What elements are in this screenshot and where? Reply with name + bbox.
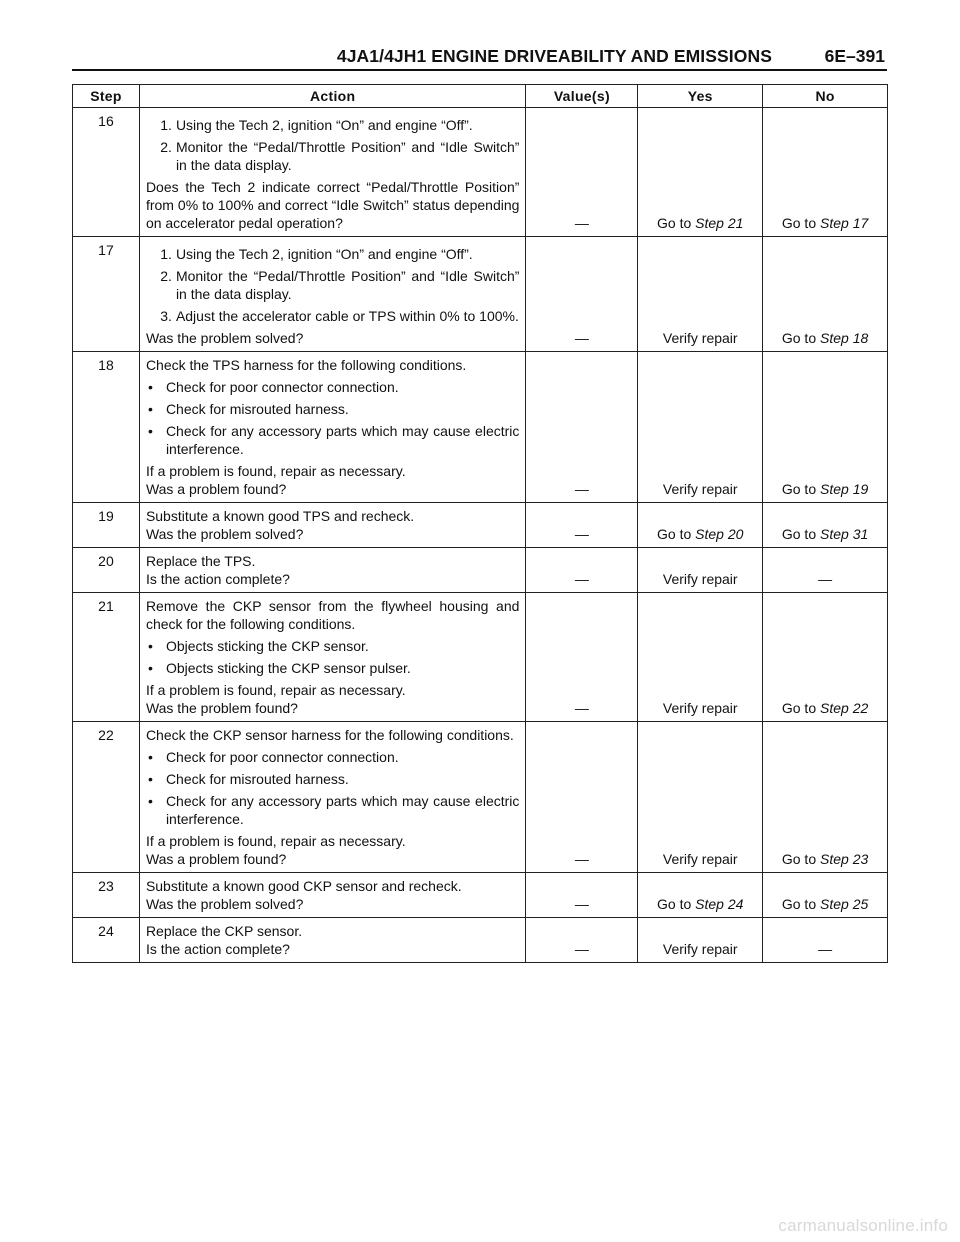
numbered-list: [146, 116, 519, 174]
table-header-row: [73, 85, 888, 108]
value-cell: —: [526, 237, 638, 352]
no-action-text: Go to: [781, 526, 817, 542]
bullet-icon: •: [147, 423, 153, 439]
value-cell: —: [526, 722, 638, 873]
yes-cell: [638, 237, 763, 352]
yes-action-text: Verify repair: [662, 481, 738, 497]
item-number: 1.: [160, 246, 172, 262]
page-title: 4JA1/4JH1 ENGINE DRIVEABILITY AND EMISSIONS: [336, 46, 772, 66]
action-cell: [139, 108, 525, 237]
action-cell: [139, 503, 525, 548]
column-header-no: No: [763, 85, 888, 108]
item-text: Adjust the accelerator cable or TPS within 0% to 100%.: [175, 308, 519, 324]
value-cell: —: [526, 108, 638, 237]
no-cell: [763, 352, 888, 503]
yes-cell: [638, 352, 763, 503]
column-header-action: Action: [139, 85, 525, 108]
action-question: If a problem is found, repair as necessary.: [145, 833, 406, 849]
yes-cell: [638, 873, 763, 918]
no-step-link: Step 31: [820, 526, 869, 542]
step-number: 22: [73, 722, 140, 873]
action-cell: [139, 548, 525, 593]
no-step-link: Step 23: [820, 851, 869, 867]
action-question: Was a problem found?: [145, 481, 287, 497]
yes-action-text: Verify repair: [662, 330, 738, 346]
step-number: 21: [73, 593, 140, 722]
action-question: Was the problem solved?: [145, 526, 304, 542]
yes-action-text: Verify repair: [662, 571, 738, 587]
no-cell: [763, 503, 888, 548]
bullet-item: [146, 422, 519, 458]
no-step-link: Step 25: [820, 896, 869, 912]
step-number: 20: [73, 548, 140, 593]
step-number: 18: [73, 352, 140, 503]
action-intro: Remove the CKP sensor from the flywheel housing and check for the following conditions.: [145, 598, 520, 632]
yes-action-text: Verify repair: [662, 851, 738, 867]
no-action-text: —: [818, 571, 833, 587]
no-action-text: Go to: [781, 851, 817, 867]
bullet-text: Check for poor connector connection.: [165, 749, 399, 765]
item-text: Using the Tech 2, ignition “On” and engine “Off”.: [175, 117, 473, 133]
bullet-text: Check for misrouted harness.: [165, 401, 349, 417]
bullet-text: Check for any accessory parts which may cause electric interference.: [165, 793, 520, 827]
action-question: Substitute a known good CKP sensor and recheck.: [145, 878, 462, 894]
value-cell: —: [526, 593, 638, 722]
yes-cell: [638, 722, 763, 873]
action-cell: [139, 918, 525, 963]
step-number: 16: [73, 108, 140, 237]
no-step-link: Step 17: [820, 215, 869, 231]
bullet-item: [146, 770, 519, 788]
bullet-icon: •: [147, 771, 153, 787]
yes-cell: [638, 548, 763, 593]
no-action-text: Go to: [781, 330, 817, 346]
step-number: 19: [73, 503, 140, 548]
yes-step-link: Step 20: [695, 526, 744, 542]
yes-cell: [638, 593, 763, 722]
yes-step-link: Step 21: [695, 215, 744, 231]
action-cell: [139, 722, 525, 873]
bullet-item: [146, 792, 519, 828]
table-row: [73, 722, 888, 873]
item-text: Monitor the “Pedal/Throttle Position” and “Idle Switch” in the data display.: [175, 139, 520, 173]
page-header: [72, 46, 887, 68]
step-number: 24: [73, 918, 140, 963]
action-question: Replace the TPS.: [145, 553, 256, 569]
no-step-link: Step 19: [820, 481, 869, 497]
numbered-list: [146, 245, 519, 325]
no-cell: [763, 548, 888, 593]
no-action-text: Go to: [781, 481, 817, 497]
bullet-icon: •: [147, 793, 153, 809]
action-question: Is the action complete?: [145, 941, 290, 957]
numbered-item: [146, 267, 519, 303]
action-cell: [139, 873, 525, 918]
action-question: Was the problem solved?: [145, 330, 304, 346]
action-cell: [139, 352, 525, 503]
yes-action-text: Go to: [657, 526, 692, 542]
table-row: [73, 108, 888, 237]
value-cell: —: [526, 918, 638, 963]
action-question: Is the action complete?: [145, 571, 290, 587]
no-step-link: Step 22: [820, 700, 869, 716]
bullet-icon: •: [147, 401, 153, 417]
action-question: Substitute a known good TPS and recheck.: [145, 508, 415, 524]
bullet-item: [146, 659, 519, 677]
yes-cell: [638, 918, 763, 963]
header-rule: [72, 69, 887, 71]
action-question: Does the Tech 2 indicate correct “Pedal/Throttle Position” from 0% to 100% and correct “Idle Switch” status depending on accelerator pedal operation?: [145, 179, 520, 231]
bullet-icon: •: [147, 660, 153, 676]
action-intro: Check the TPS harness for the following conditions.: [145, 357, 467, 373]
table-row: [73, 548, 888, 593]
bullet-text: Check for any accessory parts which may cause electric interference.: [165, 423, 520, 457]
numbered-item: [146, 116, 519, 134]
column-header-values: Value(s): [526, 85, 638, 108]
diagnostic-table: [72, 84, 888, 963]
item-text: Using the Tech 2, ignition “On” and engine “Off”.: [175, 246, 473, 262]
action-question: Was the problem found?: [145, 700, 298, 716]
no-cell: [763, 108, 888, 237]
bullet-icon: •: [147, 638, 153, 654]
bullet-item: [146, 378, 519, 396]
step-number: 17: [73, 237, 140, 352]
table-body: [73, 108, 888, 963]
bullet-text: Objects sticking the CKP sensor pulser.: [165, 660, 411, 676]
item-text: Monitor the “Pedal/Throttle Position” and “Idle Switch” in the data display.: [175, 268, 520, 302]
bullet-text: Check for poor connector connection.: [165, 379, 399, 395]
table-row: [73, 873, 888, 918]
table-row: [73, 237, 888, 352]
action-question: Replace the CKP sensor.: [145, 923, 303, 939]
yes-action-text: Verify repair: [662, 700, 738, 716]
bullet-text: Objects sticking the CKP sensor.: [165, 638, 369, 654]
value-cell: —: [526, 873, 638, 918]
action-question: Was the problem solved?: [145, 896, 304, 912]
no-cell: [763, 593, 888, 722]
item-number: 2.: [160, 139, 172, 155]
yes-step-link: Step 24: [695, 896, 744, 912]
yes-cell: [638, 503, 763, 548]
value-cell: —: [526, 503, 638, 548]
action-question: If a problem is found, repair as necessary.: [145, 682, 406, 698]
item-number: 2.: [160, 268, 172, 284]
item-number: 3.: [160, 308, 172, 324]
column-header-yes: Yes: [638, 85, 763, 108]
table-row: [73, 918, 888, 963]
table-row: [73, 503, 888, 548]
no-action-text: Go to: [781, 215, 817, 231]
no-action-text: Go to: [781, 896, 817, 912]
table-row: [73, 352, 888, 503]
value-cell: —: [526, 548, 638, 593]
yes-action-text: Go to: [657, 896, 692, 912]
action-intro: Check the CKP sensor harness for the following conditions.: [145, 727, 514, 743]
step-number: 23: [73, 873, 140, 918]
no-action-text: Go to: [781, 700, 817, 716]
no-cell: [763, 918, 888, 963]
yes-cell: [638, 108, 763, 237]
numbered-item: [146, 307, 519, 325]
action-cell: [139, 237, 525, 352]
action-question: Was a problem found?: [145, 851, 287, 867]
bullet-text: Check for misrouted harness.: [165, 771, 349, 787]
no-action-text: —: [818, 941, 833, 957]
action-cell: [139, 593, 525, 722]
bullet-item: [146, 748, 519, 766]
watermark: carmanualsonline.info: [778, 1216, 948, 1235]
no-cell: [763, 873, 888, 918]
numbered-item: [146, 138, 519, 174]
value-cell: —: [526, 352, 638, 503]
bullet-icon: •: [147, 379, 153, 395]
yes-action-text: Verify repair: [662, 941, 738, 957]
bullet-item: [146, 400, 519, 418]
no-cell: [763, 722, 888, 873]
no-cell: [763, 237, 888, 352]
item-number: 1.: [160, 117, 172, 133]
action-question: If a problem is found, repair as necessary.: [145, 463, 406, 479]
table-row: [73, 593, 888, 722]
page-number: 6E–391: [824, 46, 885, 66]
bullet-item: [146, 637, 519, 655]
numbered-item: [146, 245, 519, 263]
no-step-link: Step 18: [820, 330, 869, 346]
bullet-icon: •: [147, 749, 153, 765]
column-header-step: Step: [73, 85, 140, 108]
yes-action-text: Go to: [657, 215, 692, 231]
